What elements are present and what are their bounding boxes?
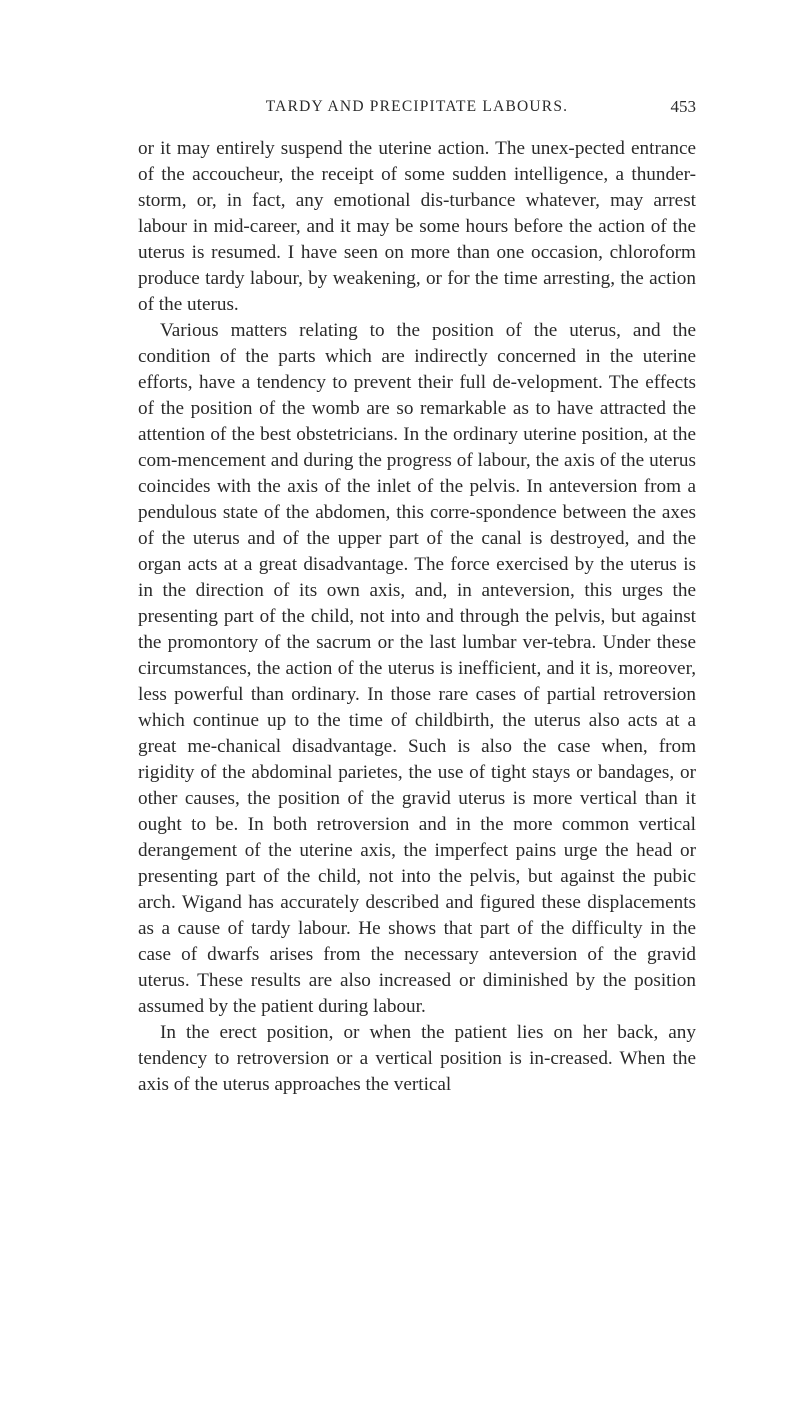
page-body: [138, 136, 696, 1098]
paragraph-continued: or it may entirely suspend the uterine action. The unex-pected entrance of the accoucheur, the receipt of some sudden intelligence, a thunder-storm, or, in fact, any emotional dis-turbance whatever, may arrest labour in mid-career, and it may be some hours before the action of the uterus is resumed. I have seen on more than one occasion, chloroform produce tardy labour, by weakening, or for the time arresting, the action of the uterus.: [138, 138, 696, 315]
book-page: [138, 98, 696, 1098]
paragraph-uterine-position: Various matters relating to the position of the uterus, and the condition of the parts which are indirectly concerned in the uterine efforts, have a tendency to prevent their full de-velopment. The effects of the position of the womb are so remarkable as to have attracted the attention of the best obstetricians. In the ordinary uterine position, at the com-mencement and during the progress of labour, the axis of the uterus coincides with the axis of the inlet of the pelvis. In anteversion from a pendulous state of the abdomen, this corre-spondence between the axes of the uterus and of the upper part of the canal is destroyed, and the organ acts at a great disadvantage. The force exercised by the uterus is in the direction of its own axis, and, in anteversion, this urges the presenting part of the child, not into and through the pelvis, but against the promontory of the sacrum or the last lumbar ver-tebra. Under these circumstances, the action of the uterus is inefficient, and it is, moreover, less powerful than ordinary. In those rare cases of partial retroversion which continue up to the time of childbirth, the uterus also acts at a great me-chanical disadvantage. Such is also the case when, from rigidity of the abdominal parietes, the use of tight stays or bandages, or other causes, the position of the gravid uterus is more vertical than it ought to be. In both retroversion and in the more common vertical derangement of the uterine axis, the imperfect pains urge the head or presenting part of the child, not into the pelvis, but against the pubic arch. Wigand has accurately described and figured these displacements as a cause of tardy labour. He shows that part of the difficulty in the case of dwarfs arises from the necessary anteversion of the gravid uterus. These results are also increased or diminished by the position assumed by the patient during labour.: [138, 320, 696, 1017]
running-head: TARDY AND PRECIPITATE LABOURS.: [265, 98, 569, 115]
page-number: 453: [670, 97, 696, 116]
paragraph-erect-position: In the erect position, or when the patient lies on her back, any tendency to retroversion or a vertical position is in-creased. When the axis of the uterus approaches the vertical: [138, 1022, 696, 1095]
page-header: [138, 98, 696, 122]
